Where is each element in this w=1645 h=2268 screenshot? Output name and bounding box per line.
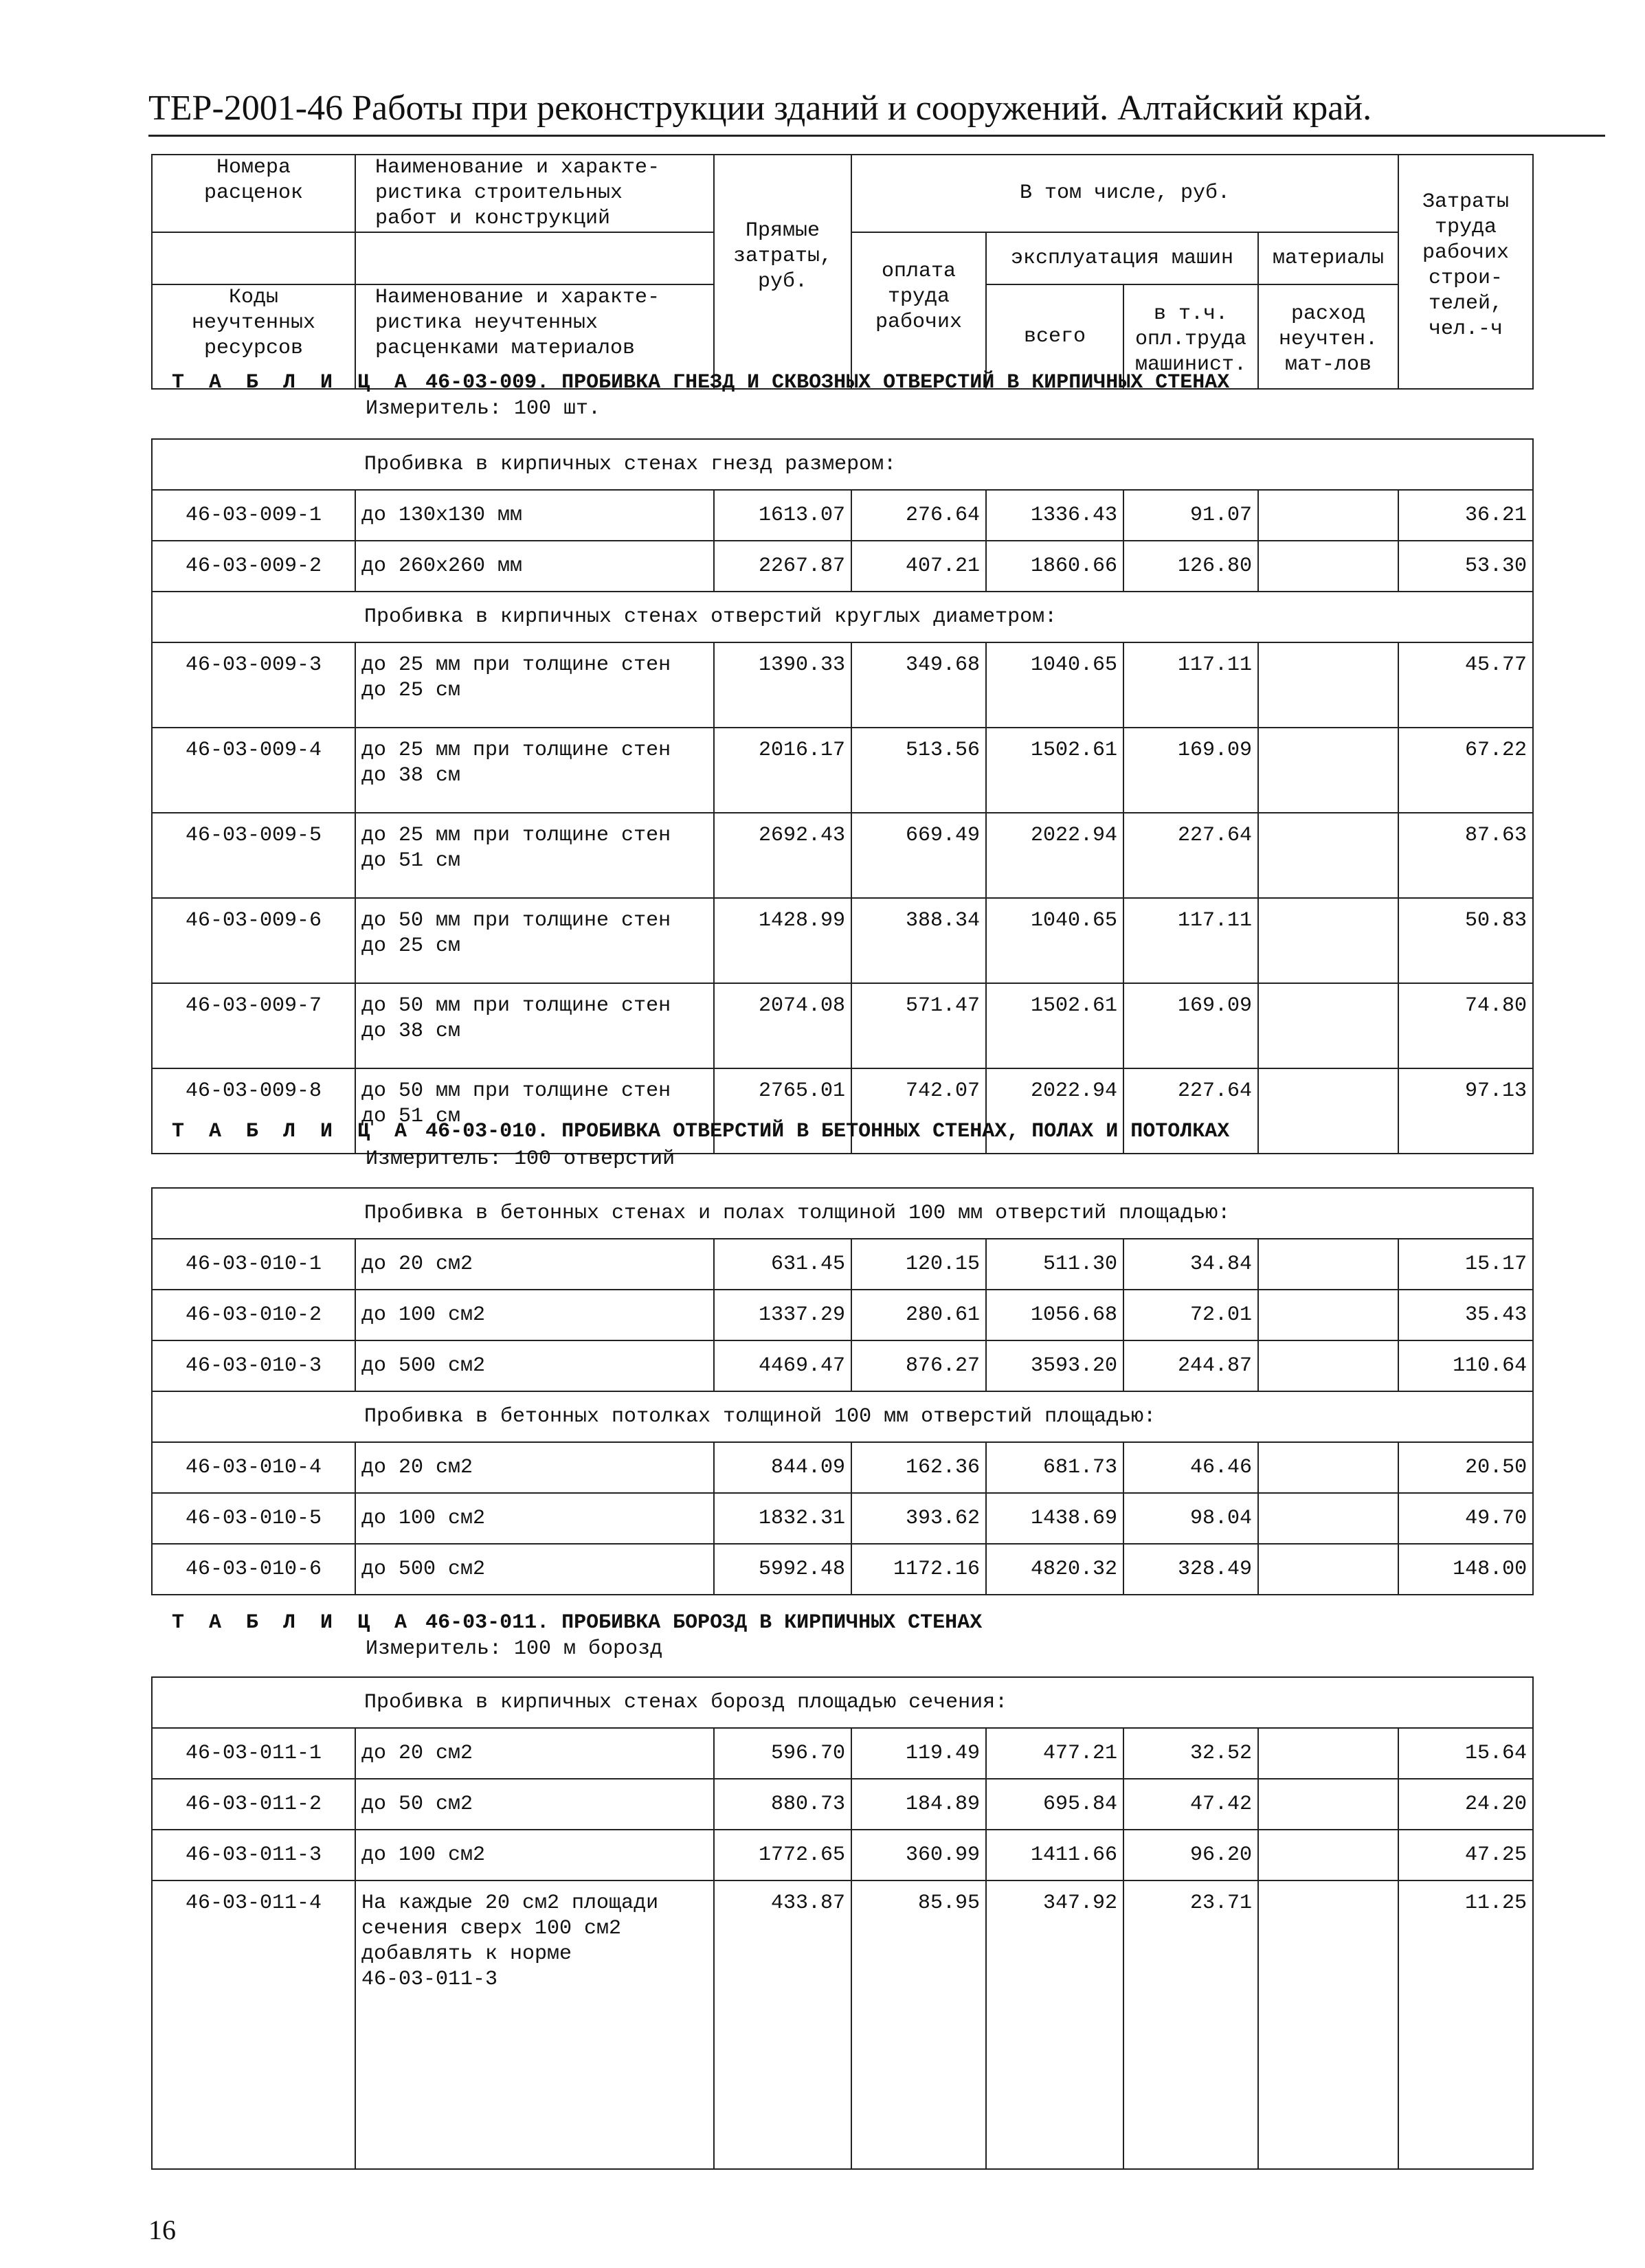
header-including: В том числе, руб.	[851, 155, 1398, 232]
work-name-cell	[355, 1239, 714, 1290]
header-line: ристика строительных	[375, 181, 623, 205]
labor-hours-cell: 49.70	[1398, 1493, 1533, 1544]
header-line: Наименование и характе-	[375, 156, 660, 179]
header-direct-costs	[714, 155, 851, 389]
work-name-line: до 50 мм при толщине стен	[361, 909, 671, 932]
worker-wages-cell: 119.49	[851, 1728, 986, 1779]
direct-costs-cell: 4469.47	[714, 1340, 851, 1391]
rate-code-cell: 46-03-009-1	[152, 490, 355, 541]
direct-costs-cell: 2765.01	[714, 1068, 851, 1154]
materials-cost-cell	[1258, 813, 1398, 898]
header-line: ресурсов	[203, 337, 304, 360]
machine-costs-cell: 1411.66	[986, 1830, 1123, 1880]
operator-wages-cell: 126.80	[1123, 541, 1258, 592]
direct-costs-cell: 880.73	[714, 1779, 851, 1830]
machine-costs-cell: 3593.20	[986, 1340, 1123, 1391]
work-name-line: добавлять к норме	[361, 1942, 572, 1966]
labor-hours-cell: 87.63	[1398, 813, 1533, 898]
worker-wages-cell: 388.34	[851, 898, 986, 983]
work-name-cell	[355, 898, 714, 983]
machine-costs-cell: 1502.61	[986, 983, 1123, 1068]
table-row	[152, 728, 1533, 813]
work-name-line: до 50 мм при толщине стен	[361, 1079, 671, 1103]
section-heading: Пробивка в кирпичных стенах борозд площадью сечения:	[152, 1677, 1533, 1728]
labor-hours-cell: 15.64	[1398, 1728, 1533, 1779]
machine-costs-cell: 1438.69	[986, 1493, 1123, 1544]
header-line: Наименование и характе-	[375, 286, 660, 309]
table-caption-009: Т А Б Л И Ц А 46-03-009. ПРОБИВКА ГНЕЗД И СКВОЗНЫХ ОТВЕРСТИЙ В КИРПИЧНЫХ СТЕНАХ	[172, 371, 1230, 394]
table-row	[152, 1340, 1533, 1391]
direct-costs-cell: 2692.43	[714, 813, 851, 898]
rates-table-010	[151, 1187, 1534, 1595]
rate-code-cell: 46-03-010-2	[152, 1290, 355, 1340]
direct-costs-cell: 1613.07	[714, 490, 851, 541]
operator-wages-cell: 117.11	[1123, 898, 1258, 983]
machine-costs-cell: 695.84	[986, 1779, 1123, 1830]
labor-hours-cell: 148.00	[1398, 1544, 1533, 1595]
worker-wages-cell: 360.99	[851, 1830, 986, 1880]
work-name-line: до 100 см2	[361, 1843, 486, 1867]
labor-hours-cell: 11.25	[1398, 1880, 1533, 2169]
work-name-cell	[355, 1728, 714, 1779]
work-name-line: до 100 см2	[361, 1507, 486, 1530]
header-wages	[851, 232, 986, 389]
operator-wages-cell: 117.11	[1123, 642, 1258, 728]
rate-code-cell: 46-03-009-2	[152, 541, 355, 592]
materials-cost-cell	[1258, 1493, 1398, 1544]
materials-cost-cell	[1258, 1728, 1398, 1779]
work-name-line: до 38 см	[361, 1020, 461, 1043]
rate-code-cell: 46-03-010-5	[152, 1493, 355, 1544]
header-line: труда	[887, 285, 950, 308]
work-name-line: до 50 мм при толщине стен	[361, 994, 671, 1018]
materials-cost-cell	[1258, 1340, 1398, 1391]
materials-cost-cell	[1258, 541, 1398, 592]
header-materials: материалы	[1258, 232, 1398, 284]
worker-wages-cell: 393.62	[851, 1493, 986, 1544]
labor-hours-cell: 74.80	[1398, 983, 1533, 1068]
header-line: Прямые	[745, 219, 820, 243]
machine-costs-cell: 347.92	[986, 1880, 1123, 2169]
labor-hours-cell: 15.17	[1398, 1239, 1533, 1290]
labor-hours-cell: 50.83	[1398, 898, 1533, 983]
operator-wages-cell: 34.84	[1123, 1239, 1258, 1290]
section-heading: Пробивка в кирпичных стенах гнезд размером:	[152, 439, 1533, 490]
column-header-table	[151, 154, 1534, 390]
worker-wages-cell: 876.27	[851, 1340, 986, 1391]
direct-costs-cell: 596.70	[714, 1728, 851, 1779]
work-name-line: до 51 см	[361, 1105, 461, 1128]
materials-cost-cell	[1258, 490, 1398, 541]
machine-costs-cell: 511.30	[986, 1239, 1123, 1290]
direct-costs-cell: 1832.31	[714, 1493, 851, 1544]
table-row	[152, 1880, 1533, 2169]
operator-wages-cell: 169.09	[1123, 728, 1258, 813]
direct-costs-cell: 631.45	[714, 1239, 851, 1290]
table-unit-011: Измеритель: 100 м борозд	[366, 1637, 663, 1661]
rate-code-cell: 46-03-011-1	[152, 1728, 355, 1779]
work-name-cell	[355, 642, 714, 728]
work-name-line: до 20 см2	[361, 1456, 473, 1479]
work-name-cell	[355, 983, 714, 1068]
rate-code-cell: 46-03-010-6	[152, 1544, 355, 1595]
materials-cost-cell	[1258, 1068, 1398, 1154]
materials-cost-cell	[1258, 1880, 1398, 2169]
header-line: труда	[1434, 216, 1497, 239]
materials-cost-cell	[1258, 983, 1398, 1068]
operator-wages-cell: 98.04	[1123, 1493, 1258, 1544]
table-row	[152, 1493, 1533, 1544]
work-name-line: до 500 см2	[361, 1354, 486, 1378]
worker-wages-cell: 280.61	[851, 1290, 986, 1340]
header-name-top	[355, 155, 714, 232]
section-heading-row	[152, 1391, 1533, 1442]
work-name-cell	[355, 1544, 714, 1595]
worker-wages-cell: 742.07	[851, 1068, 986, 1154]
operator-wages-cell: 169.09	[1123, 983, 1258, 1068]
worker-wages-cell: 1172.16	[851, 1544, 986, 1595]
materials-cost-cell	[1258, 1239, 1398, 1290]
worker-wages-cell: 85.95	[851, 1880, 986, 2169]
machine-costs-cell: 2022.94	[986, 1068, 1123, 1154]
machine-costs-cell: 477.21	[986, 1728, 1123, 1779]
materials-cost-cell	[1258, 1830, 1398, 1880]
header-line: расход	[1290, 302, 1366, 326]
operator-wages-cell: 227.64	[1123, 1068, 1258, 1154]
operator-wages-cell: 23.71	[1123, 1880, 1258, 2169]
header-line: неучтенных	[191, 311, 316, 335]
header-labor	[1398, 155, 1533, 389]
header-line: Затраты	[1422, 190, 1510, 214]
machine-costs-cell: 1040.65	[986, 898, 1123, 983]
table-row	[152, 490, 1533, 541]
header-line: работ и конструкций	[375, 207, 611, 230]
work-name-line: до 25 мм при толщине стен	[361, 739, 671, 762]
materials-cost-cell	[1258, 1290, 1398, 1340]
rates-table-011	[151, 1676, 1534, 2170]
direct-costs-cell: 2267.87	[714, 541, 851, 592]
operator-wages-cell: 227.64	[1123, 813, 1258, 898]
header-line: Коды	[228, 286, 278, 309]
work-name-cell	[355, 1493, 714, 1544]
section-heading-row	[152, 1677, 1533, 1728]
work-name-line: сечения сверх 100 см2	[361, 1917, 622, 1940]
table-row	[152, 983, 1533, 1068]
work-name-cell	[355, 728, 714, 813]
header-line: расценок	[203, 181, 304, 205]
worker-wages-cell: 120.15	[851, 1239, 986, 1290]
rate-code-cell: 46-03-010-1	[152, 1239, 355, 1290]
rate-code-cell: 46-03-010-3	[152, 1340, 355, 1391]
worker-wages-cell: 276.64	[851, 490, 986, 541]
header-line: руб.	[757, 270, 807, 293]
rates-table-009	[151, 438, 1534, 1154]
header-materials-unaccounted	[1258, 284, 1398, 389]
table-row	[152, 1779, 1533, 1830]
rate-code-cell: 46-03-010-4	[152, 1442, 355, 1493]
header-codes-top	[152, 155, 355, 232]
machine-costs-cell: 1040.65	[986, 642, 1123, 728]
work-name-line: до 51 см	[361, 849, 461, 873]
table-row	[152, 1544, 1533, 1595]
operator-wages-cell: 46.46	[1123, 1442, 1258, 1493]
table-unit-009: Измеритель: 100 шт.	[366, 397, 601, 420]
operator-wages-cell: 32.52	[1123, 1728, 1258, 1779]
header-line: мат-лов	[1284, 353, 1372, 377]
work-name-cell	[355, 1880, 714, 2169]
table-row	[152, 813, 1533, 898]
labor-hours-cell: 36.21	[1398, 490, 1533, 541]
labor-hours-cell: 53.30	[1398, 541, 1533, 592]
operator-wages-cell: 72.01	[1123, 1290, 1258, 1340]
labor-hours-cell: 67.22	[1398, 728, 1533, 813]
work-name-line: до 38 см	[361, 764, 461, 787]
operator-wages-cell: 96.20	[1123, 1830, 1258, 1880]
table-row	[152, 642, 1533, 728]
direct-costs-cell: 1337.29	[714, 1290, 851, 1340]
rate-code-cell: 46-03-009-5	[152, 813, 355, 898]
machine-costs-cell: 1502.61	[986, 728, 1123, 813]
page-number: 16	[148, 2214, 176, 2245]
header-line: неучтен.	[1278, 328, 1378, 351]
materials-cost-cell	[1258, 1442, 1398, 1493]
section-heading-row	[152, 1188, 1533, 1239]
rate-code-cell: 46-03-011-2	[152, 1779, 355, 1830]
worker-wages-cell: 571.47	[851, 983, 986, 1068]
section-heading: Пробивка в бетонных потолках толщиной 100 мм отверстий площадью:	[152, 1391, 1533, 1442]
operator-wages-cell: 244.87	[1123, 1340, 1258, 1391]
header-line: машинист.	[1134, 353, 1247, 377]
direct-costs-cell: 2074.08	[714, 983, 851, 1068]
work-name-line: до 20 см2	[361, 1253, 473, 1276]
table-caption-010: Т А Б Л И Ц А 46-03-010. ПРОБИВКА ОТВЕРСТИЙ В БЕТОННЫХ СТЕНАХ, ПОЛАХ И ПОТОЛКАХ	[172, 1120, 1230, 1143]
materials-cost-cell	[1258, 1544, 1398, 1595]
machine-costs-cell: 1860.66	[986, 541, 1123, 592]
table-row	[152, 1239, 1533, 1290]
work-name-line: до 20 см2	[361, 1742, 473, 1765]
labor-hours-cell: 97.13	[1398, 1068, 1533, 1154]
header-line: рабочих	[875, 311, 963, 334]
materials-cost-cell	[1258, 728, 1398, 813]
table-row	[152, 1442, 1533, 1493]
table-row	[152, 541, 1533, 592]
rate-code-cell: 46-03-011-4	[152, 1880, 355, 2169]
work-name-cell	[355, 1340, 714, 1391]
table-row	[152, 1728, 1533, 1779]
worker-wages-cell: 184.89	[851, 1779, 986, 1830]
work-name-line: до 25 мм при толщине стен	[361, 824, 671, 847]
header-line: Номера	[216, 156, 291, 179]
header-line: рабочих	[1422, 241, 1510, 265]
labor-hours-cell: 110.64	[1398, 1340, 1533, 1391]
table-row	[152, 898, 1533, 983]
worker-wages-cell: 669.49	[851, 813, 986, 898]
direct-costs-cell: 2016.17	[714, 728, 851, 813]
direct-costs-cell: 1428.99	[714, 898, 851, 983]
header-line: в т.ч.	[1153, 302, 1229, 326]
table-unit-010: Измеритель: 100 отверстий	[366, 1147, 675, 1171]
labor-hours-cell: 45.77	[1398, 642, 1533, 728]
header-line: строи-	[1428, 267, 1503, 290]
direct-costs-cell: 1390.33	[714, 642, 851, 728]
machine-costs-cell: 2022.94	[986, 813, 1123, 898]
table-row	[152, 1830, 1533, 1880]
header-line: опл.труда	[1134, 328, 1247, 351]
work-name-line: до 25 см	[361, 679, 461, 702]
header-line: чел.-ч	[1428, 317, 1503, 341]
work-name-cell	[355, 541, 714, 592]
section-heading-row	[152, 592, 1533, 642]
work-name-line: до 50 см2	[361, 1793, 473, 1816]
machine-costs-cell: 1056.68	[986, 1290, 1123, 1340]
direct-costs-cell: 844.09	[714, 1442, 851, 1493]
header-machines-total: всего	[986, 284, 1123, 389]
direct-costs-cell: 433.87	[714, 1880, 851, 2169]
header-line: расценками материалов	[375, 337, 636, 360]
work-name-line: до 260х260 мм	[361, 554, 523, 578]
work-name-line: до 500 см2	[361, 1558, 486, 1581]
work-name-line: 46-03-011-3	[361, 1968, 498, 1991]
section-heading: Пробивка в бетонных стенах и полах толщиной 100 мм отверстий площадью:	[152, 1188, 1533, 1239]
labor-hours-cell: 35.43	[1398, 1290, 1533, 1340]
worker-wages-cell: 162.36	[851, 1442, 986, 1493]
work-name-cell	[355, 1830, 714, 1880]
worker-wages-cell: 513.56	[851, 728, 986, 813]
rate-code-cell: 46-03-009-4	[152, 728, 355, 813]
page-title: ТЕР-2001-46 Работы при реконструкции зданий и сооружений. Алтайский край.	[148, 89, 1372, 128]
rate-code-cell: 46-03-009-8	[152, 1068, 355, 1154]
work-name-cell	[355, 1290, 714, 1340]
rate-code-cell: 46-03-009-3	[152, 642, 355, 728]
header-line: оплата	[881, 260, 956, 283]
machine-costs-cell: 681.73	[986, 1442, 1123, 1493]
header-line: ристика неучтенных	[375, 311, 598, 335]
header-codes-spacer	[152, 232, 355, 284]
work-name-line: до 130х130 мм	[361, 504, 523, 527]
title-divider	[148, 135, 1605, 137]
worker-wages-cell: 407.21	[851, 541, 986, 592]
direct-costs-cell: 1772.65	[714, 1830, 851, 1880]
materials-cost-cell	[1258, 642, 1398, 728]
work-name-line: На каждые 20 см2 площади	[361, 1891, 659, 1915]
work-name-cell	[355, 1779, 714, 1830]
work-name-line: до 100 см2	[361, 1303, 486, 1327]
header-line: телей,	[1428, 292, 1503, 315]
materials-cost-cell	[1258, 898, 1398, 983]
operator-wages-cell: 91.07	[1123, 490, 1258, 541]
materials-cost-cell	[1258, 1779, 1398, 1830]
worker-wages-cell: 349.68	[851, 642, 986, 728]
operator-wages-cell: 328.49	[1123, 1544, 1258, 1595]
labor-hours-cell: 24.20	[1398, 1779, 1533, 1830]
work-name-cell	[355, 490, 714, 541]
machine-costs-cell: 1336.43	[986, 490, 1123, 541]
work-name-cell	[355, 813, 714, 898]
labor-hours-cell: 20.50	[1398, 1442, 1533, 1493]
rate-code-cell: 46-03-011-3	[152, 1830, 355, 1880]
machine-costs-cell: 4820.32	[986, 1544, 1123, 1595]
operator-wages-cell: 47.42	[1123, 1779, 1258, 1830]
header-machines: эксплуатация машин	[986, 232, 1258, 284]
header-name-spacer	[355, 232, 714, 284]
work-name-line: до 25 см	[361, 934, 461, 958]
section-heading-row	[152, 439, 1533, 490]
work-name-line: до 25 мм при толщине стен	[361, 653, 671, 677]
table-row	[152, 1290, 1533, 1340]
work-name-cell	[355, 1442, 714, 1493]
direct-costs-cell: 5992.48	[714, 1544, 851, 1595]
table-caption-011: Т А Б Л И Ц А 46-03-011. ПРОБИВКА БОРОЗД В КИРПИЧНЫХ СТЕНАХ	[172, 1611, 983, 1635]
header-line: затраты,	[732, 245, 833, 268]
rate-code-cell: 46-03-009-7	[152, 983, 355, 1068]
labor-hours-cell: 47.25	[1398, 1830, 1533, 1880]
section-heading: Пробивка в кирпичных стенах отверстий круглых диаметром:	[152, 592, 1533, 642]
rate-code-cell: 46-03-009-6	[152, 898, 355, 983]
